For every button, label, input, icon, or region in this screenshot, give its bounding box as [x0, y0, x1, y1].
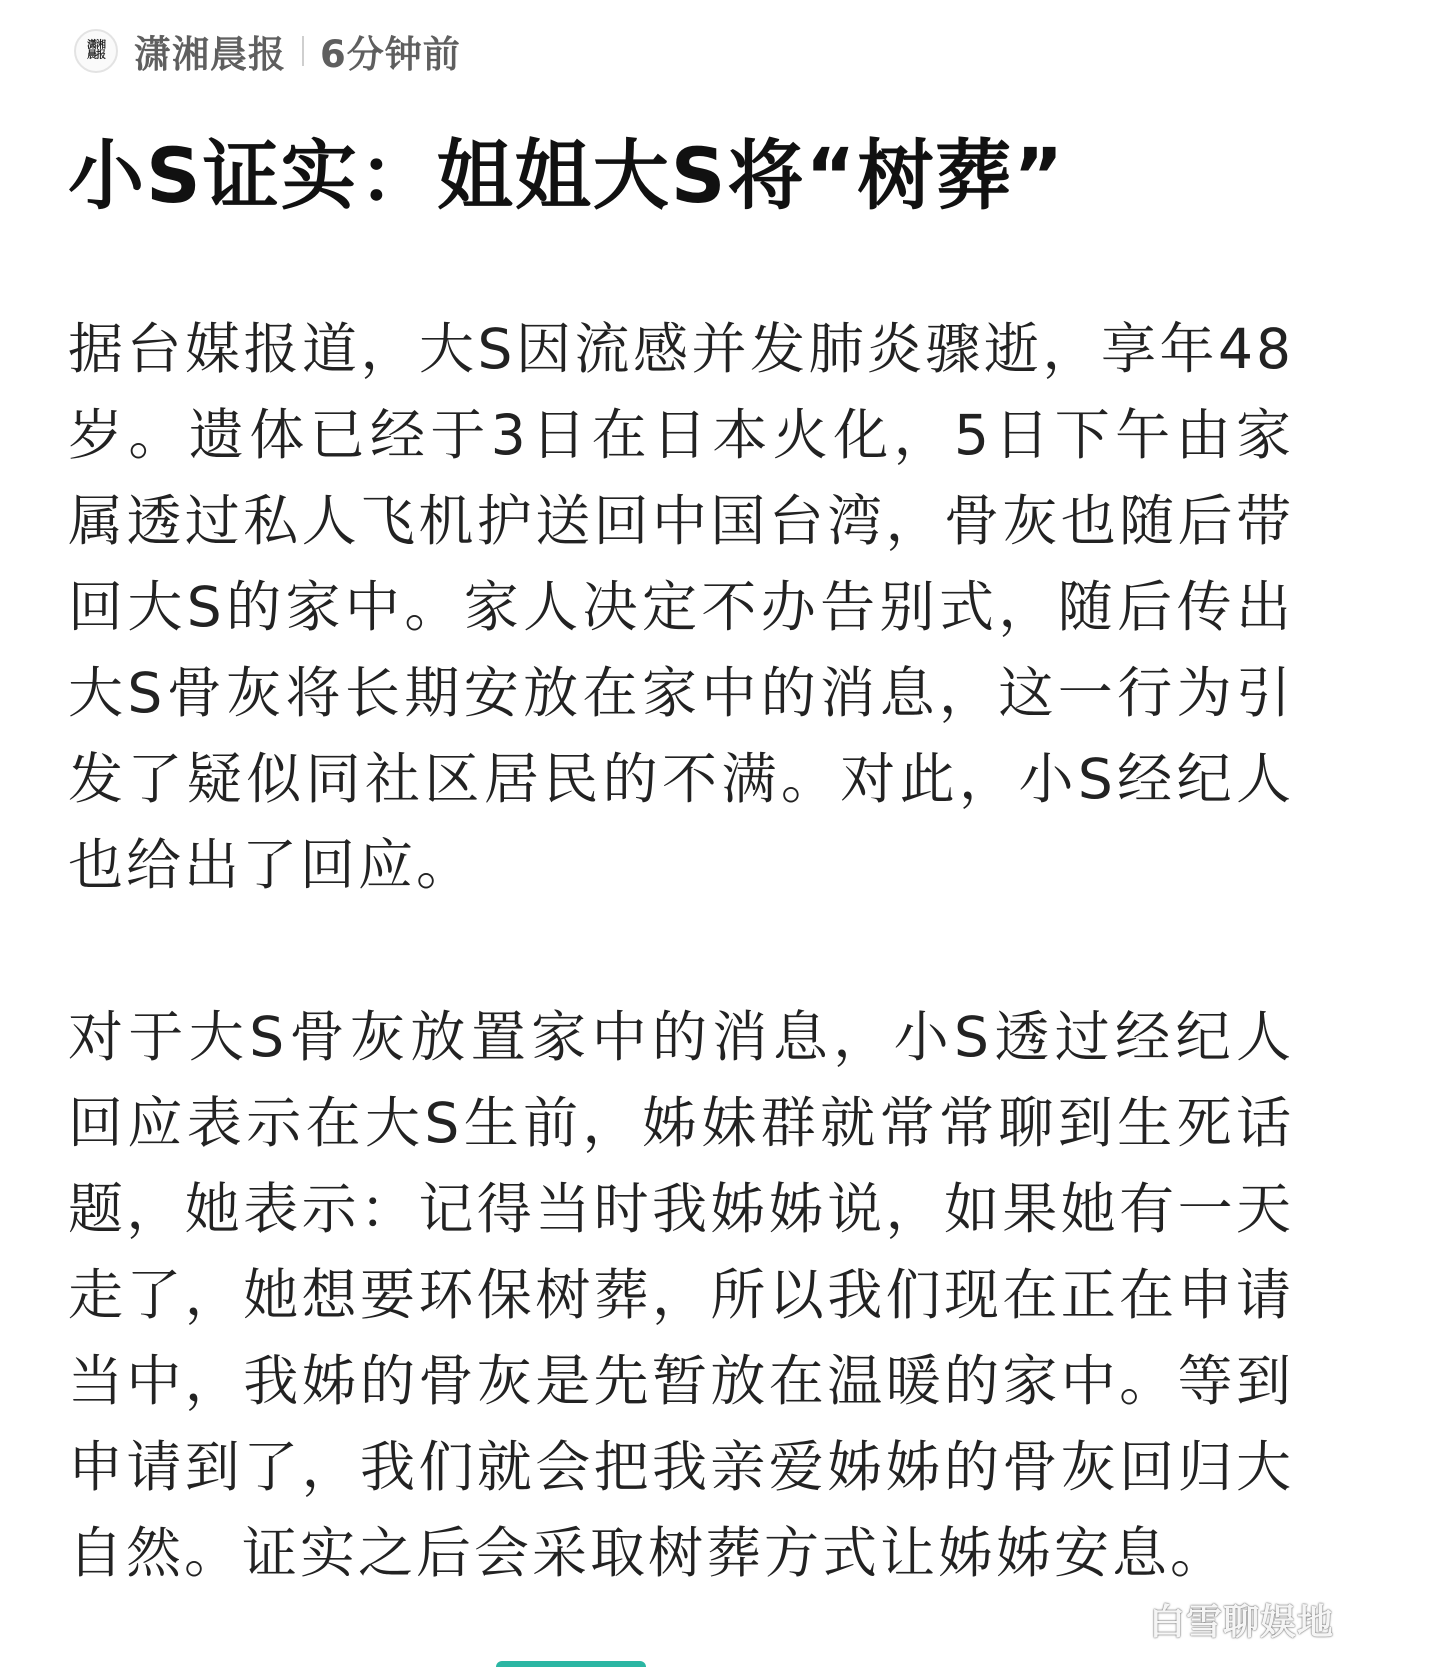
- watermark: 白雪聊娱地: [1148, 1602, 1334, 1643]
- article-paragraph: 据台媒报道，大S因流感并发肺炎骤逝，享年48岁。遗体已经于3日在日本火化，5日下午由家属透过私人飞机护送回中国台湾，骨灰也随后带回大S的家中。家人决定不办告别式，随后传出大S骨灰将长期安放在家中的消息，这一行为引发了疑似同社区居民的不满。对此，小S经纪人也给出了回应。: [68, 317, 1294, 897]
- bottom-accent-bar: [496, 1661, 646, 1667]
- meta-divider: [302, 36, 304, 66]
- publisher-logo-icon[interactable]: [74, 29, 118, 73]
- article-title: 小S证实：姐姐大S将“树葬”: [68, 131, 1066, 220]
- publish-time: 6分钟前: [320, 33, 461, 76]
- article-body: [68, 306, 1294, 1596]
- publisher-name[interactable]: 潇湘晨报: [134, 33, 286, 76]
- article-paragraph: 对于大S骨灰放置家中的消息，小S透过经纪人回应表示在大S生前，姊妹群就常常聊到生死话题，她表示：记得当时我姊姊说，如果她有一天走了，她想要环保树葬，所以我们现在正在申请当中，我姊的骨灰是先暂放在温暖的家中。等到申请到了，我们就会把我亲爱姊姊的骨灰回归大自然。证实之后会采取树葬方式让姊姊安息。: [68, 1005, 1294, 1585]
- publisher-logo-text: 潇湘晨报: [87, 40, 105, 61]
- source-bar: [74, 26, 461, 76]
